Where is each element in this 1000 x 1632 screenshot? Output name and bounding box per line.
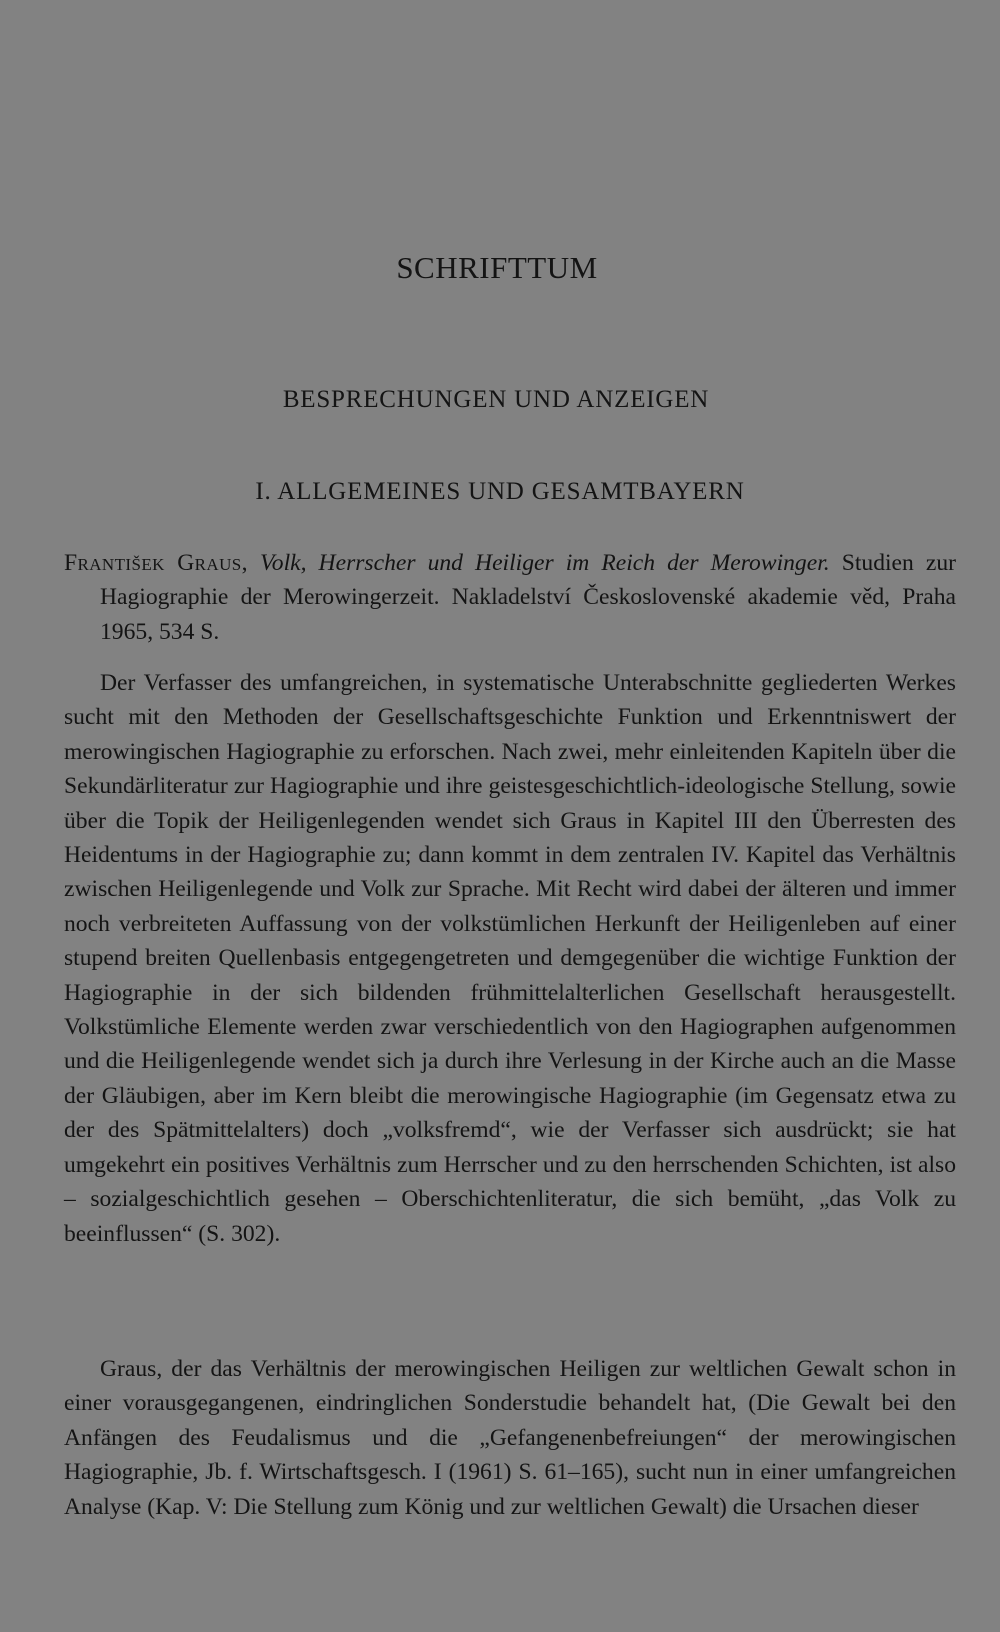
citation-author: František Graus, xyxy=(64,550,248,576)
citation-title: Volk, Herrscher und Heiliger im Reich der Merowinger. xyxy=(259,550,830,576)
citation-entry xyxy=(64,546,956,649)
body-paragraph: Der Verfasser des umfangreichen, in systematische Unterabschnitte gegliederten Werkes sucht mit den Methoden der Gesellschaftsgeschichte Funktion und Erkenntniswert der merowingischen Hagiographie zu erforschen. Nach zwei, mehr einleitenden Kapiteln über die Sekundärliteratur zur Hagiographie und ihre geistesgeschichtlich-ideologische Stellung, sowie über die Topik der Heiligenlegenden wendet sich Graus in Kapitel III den Überresten des Heidentums in der Hagiographie zu; dann kommt in dem zentralen IV. Kapitel das Verhältnis zwischen Heiligenlegende und Volk zur Sprache. Mit Recht wird dabei der älteren und immer noch verbreiteten Auffassung von der volkstümlichen Herkunft der Heiligenleben auf einer stupend breiten Quellenbasis entgegengetreten und demgegenüber die wichtige Funktion der Hagiographie in der sich bildenden frühmittelalterlichen Gesellschaft herausgestellt. Volkstümliche Elemente werden zwar verschiedentlich von den Hagiographen aufgenommen und die Heiligenlegende wendet sich ja durch ihre Verlesung in der Kirche auch an die Masse der Gläubigen, aber im Kern bleibt die merowingische Hagiographie (im Gegensatz etwa zu der des Spätmittelalters) doch „volksfremd“, wie der Verfasser sich ausdrückt; sie hat umgekehrt ein positives Verhältnis zum Herrscher und zu den herrschenden Schichten, ist also – sozialgeschichtlich gesehen – Oberschichtenliteratur, die sich bemüht, „das Volk zu beeinflussen“ (S. 302). xyxy=(64,670,956,1247)
sub-heading: BESPRECHUNGEN UND ANZEIGEN xyxy=(282,386,710,413)
section-heading: I. ALLGEMEINES UND GESAMTBAYERN xyxy=(255,478,745,505)
body-paragraph: Graus, der das Verhältnis der merowingischen Heiligen zur weltlichen Gewalt schon in einer vorausgegangenen, eindringlichen Sonderstudie behandelt hat, (Die Gewalt bei den Anfängen des Feudalismus und die „Gefangenenbefreiungen“ der merowingischen Hagiographie, Jb. f. Wirtschaftsgesch. I (1961) S. 61–165), sucht nun in einer umfangreichen Analyse (Kap. V: Die Stellung zum König und zur weltlichen Gewalt) die Ursachen dieser xyxy=(64,1356,956,1520)
main-heading: SCHRIFTTUM xyxy=(396,250,598,285)
bibliographic-citation xyxy=(64,546,956,649)
citation-details: Studien zur Hagiographie der Merowingerzeit. Nakladelství Československé akademie věd, Praha 1965, 534 S. xyxy=(100,550,957,645)
